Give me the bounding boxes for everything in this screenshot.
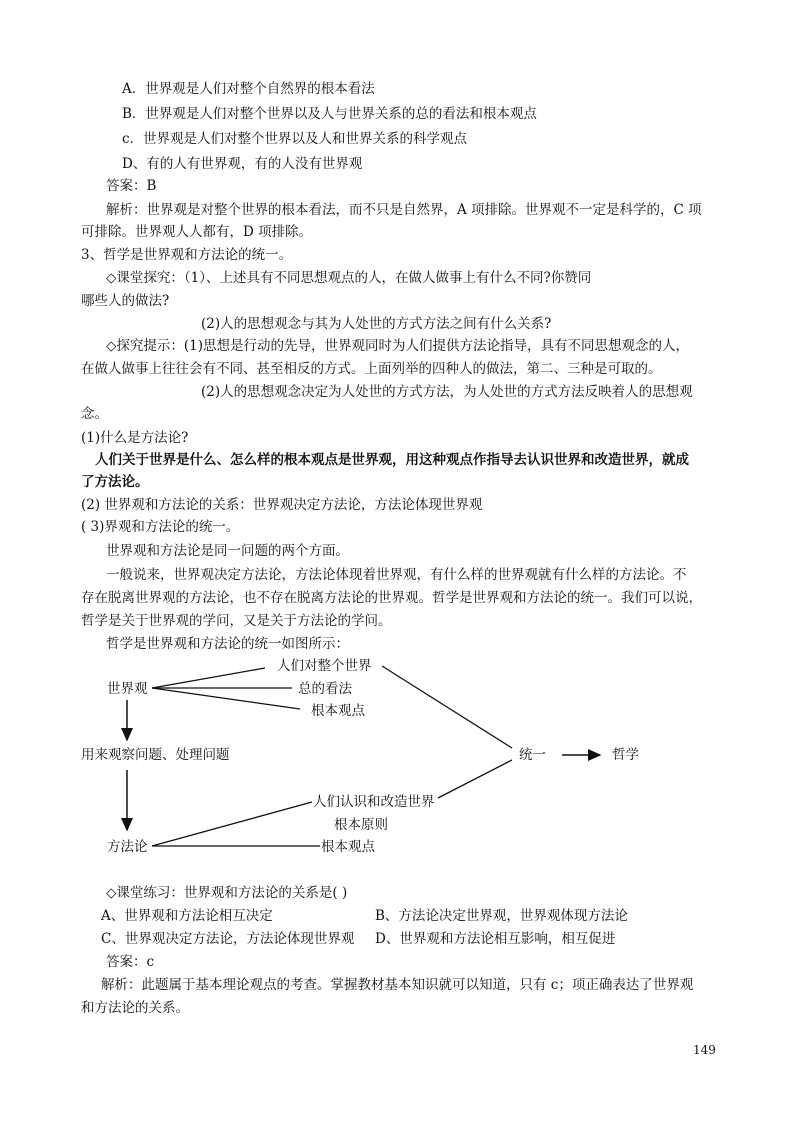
paragraph-2-line1: 一般说来，世界观决定方法论，方法论体现着世界观，有什么样的世界观就有什么样的方法论。不 <box>106 567 687 583</box>
q1-option-b: B．世界观是人们对整个世界以及人与世界关系的总的看法和根本观点 <box>122 106 537 122</box>
unity-line: ( 3)界观和方法论的统一。 <box>81 519 240 535</box>
exercise-option-c: C、世界观决定方法论，方法论体现世界观 <box>101 931 355 947</box>
hint-line4: 念。 <box>81 406 108 422</box>
exercise-analysis-line2: 和方法论的关系。 <box>81 1000 189 1016</box>
q1-option-a: A．世界观是人们对整个自然界的根本看法 <box>122 81 375 97</box>
exercise-analysis-line1: 解析：此题属于基本理论观点的考查。掌握教材基本知识就可以知道，只有 c；项正确表达了世界观 <box>101 977 694 993</box>
definition-bold-line2: 了方法论。 <box>81 474 149 490</box>
node-general-view: 总的看法 <box>298 681 352 697</box>
hint-line2: 在做人做事上往往会有不同、甚至相反的方式。上面列举的四种人的做法，第二、三种是可取的。 <box>81 361 662 377</box>
node-basic-view-1: 根本观点 <box>311 703 365 719</box>
exercise-option-b: B、方法论决定世界观，世界观体现方法论 <box>375 908 628 924</box>
paragraph-3: 哲学是世界观和方法论的统一如图所示： <box>106 636 349 652</box>
paragraph-2-line2: 存在脱离世界观的方法论，也不存在脱离方法论的世界观。哲学是世界观和方法论的统一。我们可以说， <box>81 590 702 606</box>
q1-option-c: c．世界观是人们对整个世界以及人和世界关系的科学观点 <box>122 131 468 147</box>
explore-line1: ◇课堂探究：（1）、上述具有不同思想观点的人，在做人做事上有什么不同?你赞同 <box>106 270 592 286</box>
hint-line1: ◇探究提示：(1)思想是行动的先导，世界观同时为人们提供方法论指导，具有不同思想观念的人， <box>106 338 690 354</box>
node-methodology: 方法论 <box>107 839 148 855</box>
line-wv-to-basic-view <box>152 688 300 709</box>
line-m-to-practice <box>152 802 312 846</box>
node-principle: 根本原则 <box>334 817 388 833</box>
definition-bold-line1: 人们关于世界是什么、怎么样的根本观点是世界观，用这种观点作指导去认识世界和改造世界，就成 <box>95 452 689 468</box>
node-unity: 统一 <box>519 747 546 763</box>
q1-analysis-line1: 解析：世界观是对整个世界的根本看法，而不只是自然界，A 项排除。世界观不一定是科学的，C 项 <box>106 202 702 218</box>
line-wv-to-unity <box>382 666 512 748</box>
node-philosophy: 哲学 <box>612 747 639 763</box>
paragraph-2-line3: 哲学是关于世界观的学问，又是关于方法论的学问。 <box>81 613 392 629</box>
page-number: 149 <box>693 1043 716 1057</box>
exercise-option-a: A、世界观和方法论相互决定 <box>101 908 273 924</box>
node-whole-world: 人们对整个世界 <box>277 658 372 674</box>
exercise-answer: 答案：c <box>106 954 155 970</box>
node-basic-view-2: 根本观点 <box>321 839 375 855</box>
q1-answer: 答案：B <box>106 178 157 194</box>
node-practice: 人们认识和改造世界 <box>313 794 435 810</box>
node-usage: 用来观察问题、处理问题 <box>81 747 230 763</box>
q1-option-d: D、有的人有世界观，有的人没有世界观 <box>122 156 363 172</box>
node-worldview: 世界观 <box>107 681 148 697</box>
exercise-option-d: D、世界观和方法论相互影响，相互促进 <box>375 931 616 947</box>
paragraph-1: 世界观和方法论是同一问题的两个方面。 <box>106 543 349 559</box>
line-wv-to-whole-world <box>152 668 265 688</box>
relationship-line: (2) 世界观和方法论的关系：世界观决定方法论，方法论体现世界观 <box>81 497 483 513</box>
exercise-title: ◇课堂练习：世界观和方法论的关系是( ) <box>106 885 348 901</box>
what-is-methodology: (1)什么是方法论? <box>81 430 189 446</box>
explore-line3: (2)人的思想观念与其为人处世的方式方法之间有什么关系? <box>201 316 552 332</box>
hint-line3: (2)人的思想观念决定为人处世的方式方法，为人处世的方式方法反映着人的思想观 <box>201 384 693 400</box>
line-methodology-to-unity <box>438 760 512 798</box>
section-heading: 3、哲学是世界观和方法论的统一。 <box>81 247 293 263</box>
explore-line2: 哪些人的做法? <box>81 293 170 309</box>
q1-analysis-line2: 可排除。世界观人人都有，D 项排除。 <box>81 224 313 240</box>
